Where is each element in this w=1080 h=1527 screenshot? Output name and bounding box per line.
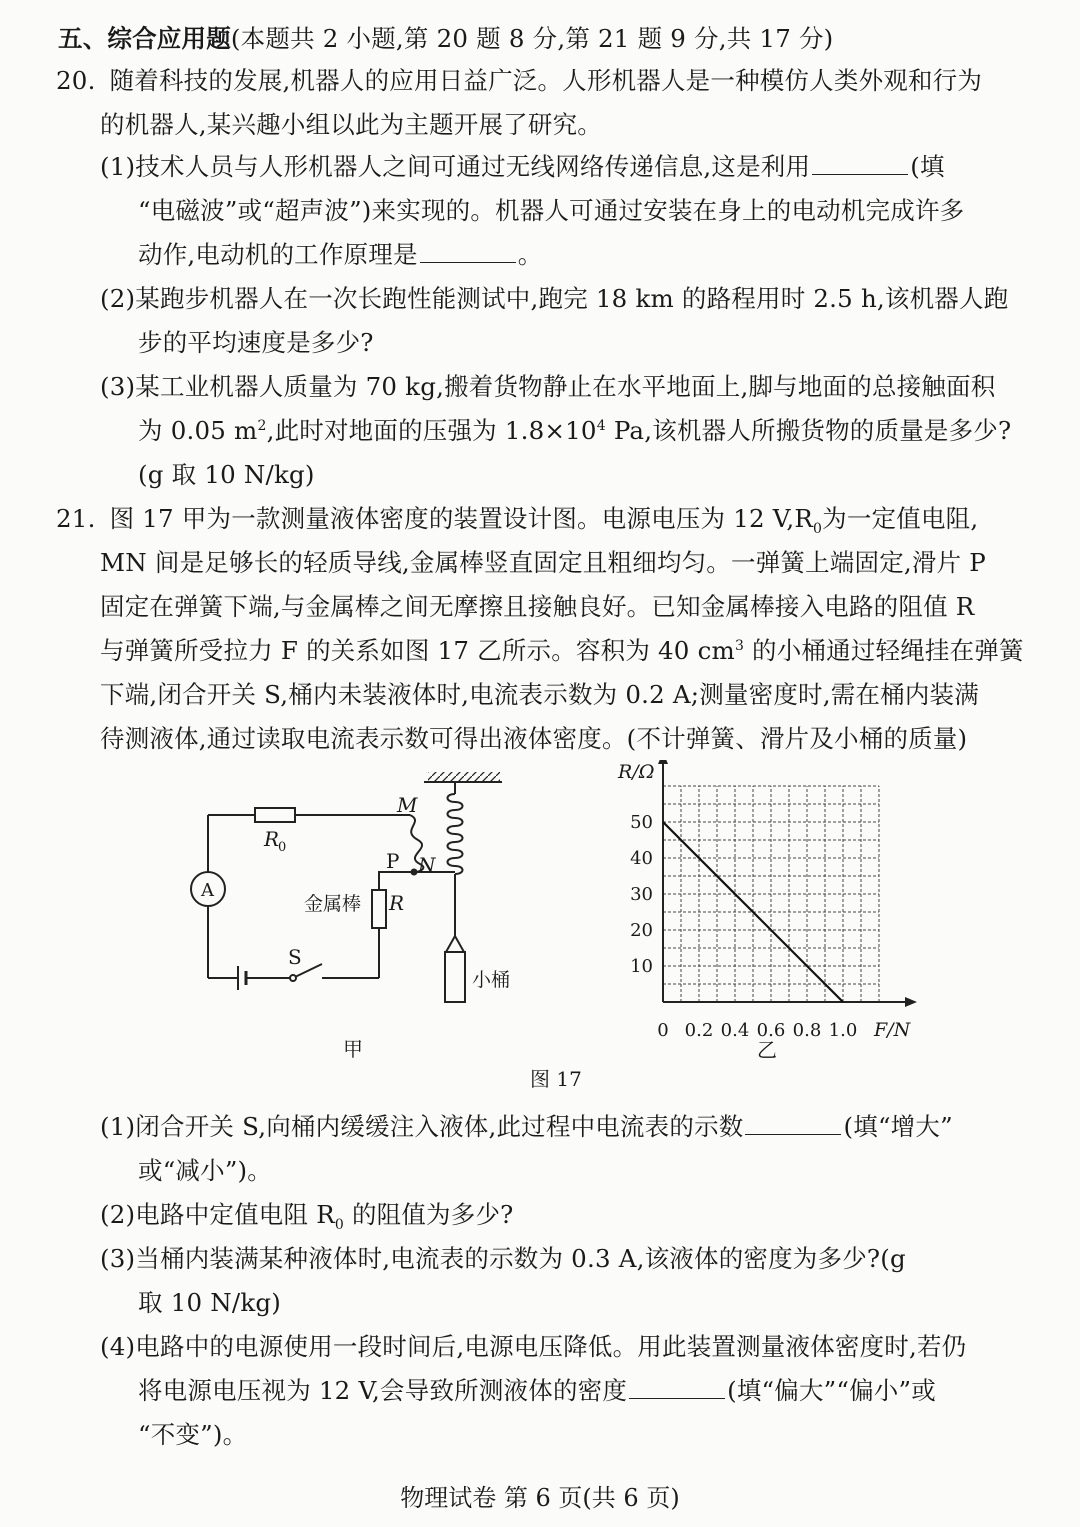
circuit-labels: [200, 793, 510, 1061]
q20-part2-b: 步的平均速度是多少?: [138, 328, 374, 357]
r-label: R: [389, 891, 405, 915]
metal-rod: [372, 890, 386, 928]
q21-text-6: 待测液体,通过读取电流表示数可得出液体密度。(不计弹簧、滑片及小桶的质量): [100, 724, 968, 753]
x-axis-label: F/N: [874, 1019, 911, 1041]
y-tick-label: 40: [630, 848, 653, 869]
x-tick-label: 0.2: [684, 1020, 714, 1041]
q20-part3-b2: ,此时对地面的压强为 1.8×10: [266, 416, 597, 445]
y-axis-arrow: [658, 760, 668, 764]
answer-blank[interactable]: [745, 1133, 841, 1135]
q21-line-4: [100, 634, 1024, 668]
q20-part3-a: (3)某工业机器人质量为 70 kg,搬着货物静止在水平地面上,脚与地面的总接触面积: [100, 372, 996, 401]
rod-label: 金属棒: [304, 893, 362, 915]
q20-part1-line-1: [100, 150, 945, 184]
q20-intro-1: 随着科技的发展,机器人的应用日益广泛。人形机器人是一种模仿人类外观和行为: [109, 66, 983, 95]
m-label: M: [397, 793, 418, 817]
q20-part2-a: (2)某跑步机器人在一次长跑性能测试中,跑完 18 km 的路程用时 2.5 h,该机器人跑: [100, 284, 1009, 313]
q21-line-1: [56, 502, 978, 536]
q20-part1-text-a: (1)技术人员与人形机器人之间可通过无线网络传递信息,这是利用: [100, 152, 811, 181]
page-footer: 物理试卷 第 6 页(共 6 页): [400, 1484, 680, 1512]
r-f-graph: [617, 760, 917, 1041]
figure-caption: 图 17: [530, 1067, 582, 1091]
r0-subscript: 0: [813, 520, 823, 537]
n-label: N: [418, 853, 436, 877]
q21-text-2: MN 间是足够长的轻质导线,金属棒竖直固定且粗细均匀。一弹簧上端固定,滑片 P: [100, 548, 986, 577]
q21-part1-c: 或“减小”)。: [138, 1156, 273, 1185]
bucket-hook: [446, 936, 464, 952]
q21-part3-b: 取 10 N/kg): [138, 1288, 282, 1317]
graph-caption: 乙: [757, 1038, 777, 1062]
x-tick-label: 1.0: [828, 1020, 858, 1041]
y-tick-label: 20: [630, 920, 653, 941]
q21-part4-a: (4)电路中的电源使用一段时间后,电源电压降低。用此装置测量液体密度时,若仍: [100, 1332, 967, 1361]
q21-part4-b: 将电源电压视为 12 V,会导致所测液体的密度: [138, 1376, 628, 1405]
q20-part1-text-e: 。: [517, 240, 543, 269]
ceiling-hatch: [428, 772, 500, 782]
x-tick-label: 0.6: [756, 1020, 786, 1041]
x-tick-label: 0: [657, 1020, 669, 1041]
answer-blank[interactable]: [812, 173, 908, 175]
q21-part4-c: (填“偏大”“偏小”或: [727, 1376, 936, 1405]
x-tick-label: 0.4: [720, 1020, 750, 1041]
q21-part2: [100, 1198, 513, 1232]
x-axis-arrow: [905, 997, 917, 1007]
q21-text-5: 下端,闭合开关 S,桶内未装液体时,电流表示数为 0.2 A;测量密度时,需在桶内装满: [100, 680, 979, 709]
q21-number: 21.: [56, 504, 96, 533]
q21-part2-b: 的阻值为多少?: [343, 1200, 514, 1229]
q21-part1-b: (填“增大”: [843, 1112, 953, 1141]
q20-part3-line-2: [138, 414, 1011, 448]
node-n: [412, 870, 417, 875]
area-exponent: 2: [257, 417, 267, 434]
r0-subscript: 0: [334, 1216, 344, 1233]
q20-number: 20.: [56, 66, 96, 95]
q20-intro-2: 的机器人,某兴趣小组以此为主题开展了研究。: [100, 110, 602, 139]
spring-coils: [448, 794, 463, 874]
q21-text-1a: 图 17 甲为一款测量液体密度的装置设计图。电源电压为 12 V,R: [109, 504, 814, 533]
y-tick-label: 50: [630, 812, 653, 833]
q21-part2-a: (2)电路中定值电阻 R: [100, 1200, 335, 1229]
y-axis-label: R/Ω: [618, 761, 655, 783]
slider-p-wire: [379, 872, 455, 890]
bucket-label: 小桶: [472, 969, 511, 991]
q21-text-4b: 的小桶通过轻绳挂在弹簧: [744, 636, 1024, 665]
q20-part1-line-3: [138, 238, 542, 272]
switch-label: S: [288, 945, 302, 969]
bucket: [445, 952, 465, 1002]
y-tick-label: 10: [630, 956, 653, 977]
q21-text-3: 固定在弹簧下端,与金属棒之间无摩擦且接触良好。已知金属棒接入电路的阻值 R: [100, 592, 975, 621]
q21-part1-line-1: [100, 1110, 953, 1144]
r0-label: R: [264, 827, 280, 851]
section-note: (本题共 2 小题,第 20 题 8 分,第 21 题 9 分,共 17 分): [230, 24, 834, 53]
q21-text-1b: 为一定值电阻,: [822, 504, 979, 533]
q20-intro-line-1: [56, 64, 982, 98]
q20-part1-text-b: (填: [910, 152, 945, 181]
q20-part3-b3: Pa,该机器人所搬货物的质量是多少?: [605, 416, 1012, 445]
answer-blank[interactable]: [629, 1397, 725, 1399]
answer-blank[interactable]: [420, 261, 516, 263]
q21-part3-a: (3)当桶内装满某种液体时,电流表的示数为 0.3 A,该液体的密度为多少?(g: [100, 1244, 906, 1273]
p-label: P: [386, 849, 400, 873]
q20-part1-text-d: 动作,电动机的工作原理是: [138, 240, 418, 269]
r0-resistor: [255, 808, 295, 822]
pressure-exponent: 4: [596, 417, 606, 434]
y-tick-label: 30: [630, 884, 653, 905]
q20-part3-c: (g 取 10 N/kg): [138, 460, 315, 489]
ammeter-label: A: [201, 880, 214, 901]
q21-text-4a: 与弹簧所受拉力 F 的关系如图 17 乙所示。容积为 40 cm: [100, 636, 735, 665]
x-tick-label: 0.8: [792, 1020, 822, 1041]
circuit-caption: 甲: [343, 1037, 363, 1061]
q21-part4-d: “不变”)。: [138, 1420, 248, 1449]
figure-17: [0, 760, 1080, 1100]
q21-part4-line-2: [138, 1374, 936, 1408]
q21-part1-a: (1)闭合开关 S,向桶内缓缓注入液体,此过程中电流表的示数: [100, 1112, 744, 1141]
circuit-diagram: [191, 772, 502, 1002]
section-header: [58, 22, 833, 56]
section-title: 五、综合应用题: [58, 24, 231, 53]
r0-label-sub: 0: [278, 840, 287, 855]
q20-part3-b1: 为 0.05 m: [138, 416, 258, 445]
q20-part1-text-c: “电磁波”或“超声波”)来实现的。机器人可通过安装在身上的电动机完成许多: [138, 196, 965, 225]
volume-exponent: 3: [734, 637, 745, 654]
